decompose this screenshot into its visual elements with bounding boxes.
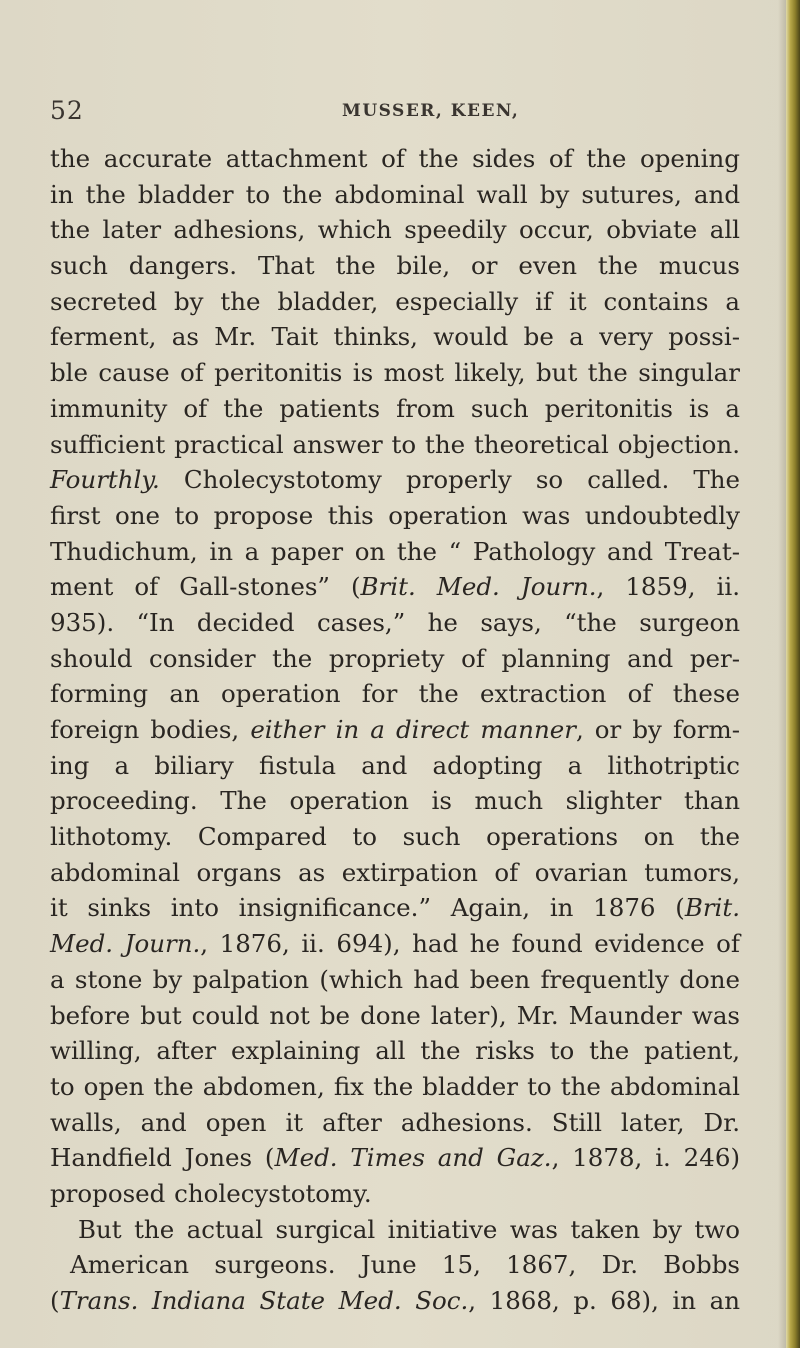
- running-head: MUSSER, KEEN,: [342, 101, 520, 121]
- text-line: a stone by palpation (which had been frequently done: [50, 964, 740, 994]
- text-line: such dangers. That the bile, or even the mucus: [50, 251, 740, 281]
- page-header: [50, 96, 740, 136]
- citation-italic: Med. Journ.: [50, 929, 201, 959]
- text-line: before but could not be done later), Mr. Maunder was: [50, 1000, 740, 1030]
- text-line: foreign bodies, either in a direct manner, or by form-: [50, 715, 740, 744]
- text-line: Thudichum, in a paper on the “ Pathology and Treat-: [50, 536, 740, 566]
- text-line: proceeding. The operation is much slighter than: [50, 786, 740, 816]
- text-line: immunity of the patients from such peritonitis is a: [50, 393, 740, 423]
- text-line: Med. Journ., 1876, ii. 694), had he found evidence of: [50, 929, 740, 959]
- emphasis-italic: either in a direct manner: [250, 715, 576, 744]
- text-line: ferment, as Mr. Tait thinks, would be a very possi-: [50, 322, 740, 352]
- text-line: ble cause of peritonitis is most likely, but the singular: [50, 358, 740, 388]
- text-line: American surgeons. June 15, 1867, Dr. Bobbs: [70, 1250, 740, 1280]
- text-line: walls, and open it after adhesions. Still later, Dr.: [50, 1107, 740, 1137]
- text-line: in the bladder to the abdominal wall by sutures, and: [50, 179, 740, 209]
- text-line: the accurate attachment of the sides of the opening: [50, 144, 740, 173]
- text-line: ment of Gall-stones” (Brit. Med. Journ., 1859, ii.: [50, 572, 740, 602]
- text-line: first one to propose this operation was undoubtedly: [50, 500, 740, 530]
- citation-italic: Brit.: [684, 893, 740, 923]
- text-line: should consider the propriety of planning and per-: [50, 643, 740, 673]
- citation-italic: Trans. Indiana State Med. Soc.: [59, 1286, 469, 1315]
- body-text: [50, 141, 740, 1319]
- text-line: sufficient practical answer to the theoretical objection.: [50, 429, 740, 459]
- citation-italic: Med. Times and Gaz.: [274, 1143, 552, 1173]
- page-edge: [786, 0, 800, 1348]
- text-line: Handfield Jones (Med. Times and Gaz., 1878, i. 246): [50, 1143, 741, 1173]
- text-line: But the actual surgical initiative was taken by two: [78, 1214, 740, 1244]
- text-line: the later adhesions, which speedily occur, obviate all: [50, 215, 740, 245]
- text-line: lithotomy. Compared to such operations on the: [50, 822, 740, 852]
- page-gutter-shadow: [778, 0, 786, 1348]
- page-number: 52: [50, 96, 84, 125]
- text-line: forming an operation for the extraction of these: [50, 679, 740, 709]
- text-line: it sinks into insignificance.” Again, in 1876 (Brit.: [50, 893, 740, 923]
- text-line: Fourthly. Cholecystotomy properly so called. The: [50, 465, 740, 495]
- citation-italic: Brit. Med. Journ.: [360, 572, 597, 602]
- text-line: abdominal organs as extirpation of ovarian tumors,: [50, 857, 740, 887]
- text-line: willing, after explaining all the risks to the patient,: [50, 1036, 740, 1066]
- text-line: ing a biliary fistula and adopting a lithotriptic: [50, 750, 740, 780]
- text-line: 935). “In decided cases,” he says, “the surgeon: [50, 607, 740, 637]
- text-line: to open the abdomen, fix the bladder to the abdominal: [50, 1071, 740, 1101]
- text-line: (Trans. Indiana State Med. Soc., 1868, p. 68), in an: [50, 1286, 740, 1315]
- text-line: secreted by the bladder, especially if it contains a: [50, 286, 740, 316]
- text-line: proposed cholecystotomy.: [50, 1178, 372, 1208]
- italic-heading: Fourthly.: [50, 465, 160, 495]
